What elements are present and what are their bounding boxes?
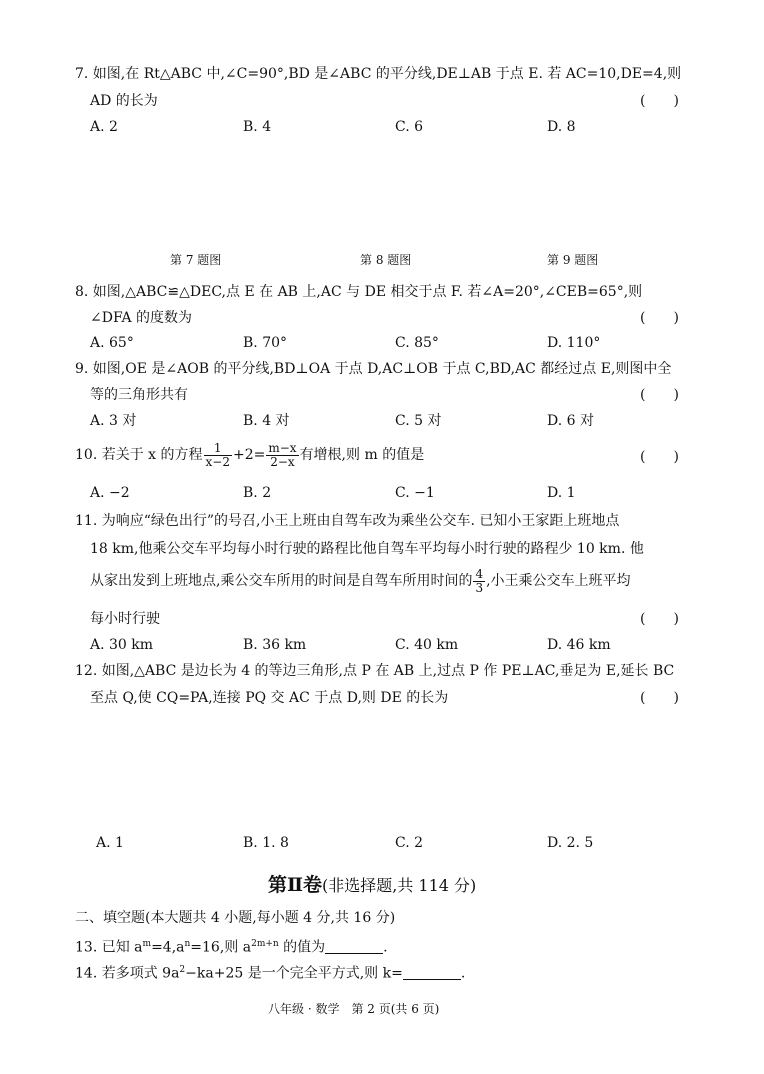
q13-answer-blank[interactable]	[325, 939, 383, 954]
q12-option-d: D. 2. 5	[547, 835, 594, 851]
q8-option-b: B. 70°	[243, 335, 288, 351]
q10-option-c: C. −1	[395, 485, 435, 501]
q14-part-1: 14. 若多项式 9a	[75, 965, 180, 982]
figure-7-caption: 第 7 题图	[170, 253, 222, 267]
q11-stem-line4: 每小时行驶	[90, 611, 160, 627]
section-2-subtitle: (非选择题,共 114 分)	[322, 876, 477, 895]
q8-option-d: D. 110°	[547, 335, 601, 351]
q13-exponent-2m-n: 2m+n	[251, 939, 279, 949]
q11-line3-post: ,小王乘公交车上班平均	[486, 573, 631, 589]
q9-answer-paren: ( )	[640, 387, 679, 403]
q10-prefix: 10. 若关于 x 的方程	[75, 447, 203, 463]
figure-9-caption: 第 9 题图	[547, 253, 599, 267]
q7-stem-line1: 7. 如图,在 Rt△ABC 中,∠C=90°,BD 是∠ABC 的平分线,DE⊥AB 于点 E. 若 AC=10,DE=4,则	[75, 66, 682, 82]
q10-middle: +2=	[232, 447, 266, 463]
q12-answer-paren: ( )	[640, 690, 679, 706]
q13-end-mark: .	[383, 939, 388, 956]
q11-option-d: D. 46 km	[547, 637, 611, 653]
q7-option-b: B. 4	[243, 119, 272, 135]
q11-stem-line1: 11. 为响应“绿色出行”的号召,小王上班由自驾车改为乘坐公交车. 已知小王家距上班地点	[75, 513, 620, 529]
q11-answer-paren: ( )	[640, 611, 679, 627]
q8-stem-line1: 8. 如图,△ABC≌△DEC,点 E 在 AB 上,AC 与 DE 相交于点 F. 若∠A=20°,∠CEB=65°,则	[75, 284, 643, 300]
q9-option-a: A. 3 对	[90, 413, 137, 429]
q12-option-a: A. 1	[96, 835, 124, 851]
q14-part-2: −ka+25 是一个完全平方式,则 k=	[185, 965, 403, 982]
q10-frac2-denominator: 2−x	[270, 454, 295, 469]
q13-exponent-m: m	[142, 939, 152, 949]
q10-option-d: D. 1	[547, 485, 576, 501]
q14-stem	[75, 961, 465, 983]
q8-answer-paren: ( )	[640, 310, 679, 326]
q9-option-d: D. 6 对	[547, 413, 594, 429]
fill-in-heading: 二、填空题(本大题共 4 小题,每小题 4 分,共 16 分)	[75, 910, 396, 926]
q9-stem-line2: 等的三角形共有	[90, 387, 188, 403]
q10-fraction-1	[204, 442, 232, 469]
q10-frac2-numerator: m−x	[268, 440, 297, 455]
q10-stem	[75, 440, 424, 470]
q10-frac1-denominator: x−2	[205, 454, 230, 469]
q14-end-mark: .	[460, 965, 466, 982]
q8-option-a: A. 65°	[90, 335, 134, 351]
q9-option-c: C. 5 对	[395, 413, 442, 429]
q9-stem-line1: 9. 如图,OE 是∠AOB 的平分线,BD⊥OA 于点 D,AC⊥OB 于点 C,BD,AC 都经过点 E,则图中全	[75, 361, 672, 377]
q10-frac1-numerator: 1	[204, 442, 232, 456]
q8-option-c: C. 85°	[395, 335, 439, 351]
q11-stem-line2: 18 km,他乘公交车平均每小时行驶的路程比他自驾车平均每小时行驶的路程少 10 km. 他	[90, 541, 644, 557]
section-2-title	[268, 870, 476, 897]
q7-option-d: D. 8	[547, 119, 576, 135]
q13-exponent-n: n	[184, 939, 191, 949]
q9-option-b: B. 4 对	[243, 413, 290, 429]
q11-frac-numerator: 4	[475, 566, 484, 581]
q12-stem-line1: 12. 如图,△ABC 是边长为 4 的等边三角形,点 P 在 AB 上,过点 P 作 PE⊥AC,垂足为 E,延长 BC	[75, 663, 675, 679]
q10-option-b: B. 2	[243, 485, 272, 501]
q11-option-c: C. 40 km	[395, 637, 459, 653]
q13-part-2: =4,a	[151, 939, 185, 956]
q10-suffix: 有增根,则 m 的值是	[299, 447, 425, 463]
q11-option-a: A. 30 km	[90, 637, 154, 653]
q10-option-a: A. −2	[90, 485, 130, 501]
q7-stem-line2: AD 的长为	[90, 93, 158, 109]
q14-answer-blank[interactable]	[403, 965, 461, 980]
q13-stem	[75, 935, 388, 957]
q12-option-b: B. 1. 8	[243, 835, 289, 851]
figure-8-caption: 第 8 题图	[360, 253, 412, 267]
q10-fraction-2	[266, 442, 298, 469]
q7-option-a: A. 2	[90, 119, 118, 135]
q11-frac-denominator: 3	[475, 580, 484, 595]
q7-option-c: C. 6	[395, 119, 424, 135]
page-footer: 八年级 · 数学 第 2 页(共 6 页)	[268, 1002, 440, 1016]
q12-option-c: C. 2	[395, 835, 424, 851]
q11-fraction	[473, 568, 485, 595]
q14-exponent: 2	[179, 965, 186, 975]
q8-stem-line2: ∠DFA 的度数为	[90, 310, 193, 326]
q13-part-3: =16,则 a	[190, 939, 252, 956]
section-2-title-main: 第Ⅱ卷	[268, 874, 323, 896]
q11-stem-line3	[90, 566, 631, 596]
q12-stem-line2: 至点 Q,使 CQ=PA,连接 PQ 交 AC 于点 D,则 DE 的长为	[90, 690, 449, 706]
q7-answer-paren: ( )	[640, 93, 679, 109]
q11-line3-pre: 从家出发到上班地点,乘公交车所用的时间是自驾车所用时间的	[90, 573, 473, 589]
q10-answer-paren: ( )	[640, 449, 679, 465]
q11-option-b: B. 36 km	[243, 637, 307, 653]
q13-part-1: 13. 已知 a	[75, 939, 143, 956]
q13-part-4: 的值为	[278, 939, 326, 956]
